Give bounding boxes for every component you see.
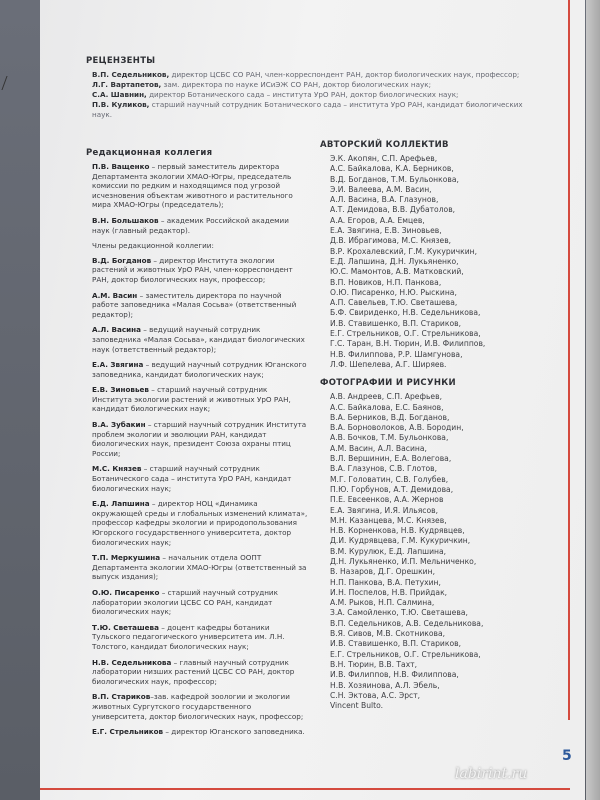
editorial-entry: Т.Ю. Светашева – доцент кафедры ботаники Тульского педагогического университета им. Л.Н. Толстого, кандидат биологических наук;	[92, 622, 285, 651]
reviewer-line: С.А. Шавнин, директор Ботанического сада – института УрО РАН, доктор биологических наук;	[92, 90, 459, 99]
credit-line: А.Т. Демидова, В.В. Дубатолов,	[330, 205, 456, 215]
credits-column	[320, 140, 556, 719]
credit-line: А.С. Байкалова, Е.С. Баянов,	[330, 402, 444, 412]
red-border-right	[568, 0, 570, 720]
credit-line: В.Я. Сивов, М.В. Скотникова,	[330, 629, 446, 639]
credit-line: Н.В. Корненкова, Н.В. Кудрявцев,	[330, 526, 465, 536]
editorial-entry: Т.П. Меркушина – начальник отдела ООПТ Департамента экологии ХМАО-Югры (ответственный за выпуск издания);	[92, 553, 307, 582]
page-number: 5	[562, 748, 572, 764]
editorial-entry: Е.В. Зиновьев – старший научный сотрудник Института экологии растений и животных УрО РАН, кандидат биологических наук;	[92, 385, 291, 414]
authors-list	[320, 154, 556, 370]
credit-line: Б.Ф. Свириденко, Н.В. Седельникова,	[330, 308, 481, 318]
credit-line: Е.А. Звягина, Е.В. Зиновьев,	[330, 226, 442, 236]
credit-line: Н.В. Филиппова, Р.Р. Шамгунова,	[330, 349, 463, 359]
page-edge	[586, 0, 600, 800]
reviewer-line: Л.Г. Вартапетов, зам. директора по науке ИСиЭЖ СО РАН, доктор биологических наук;	[92, 80, 432, 89]
editorial-entry: В.А. Зубакин – старший научный сотрудник Института проблем экологии и эволюции РАН, кандидат биологических наук, президент Союза охраны птиц России;	[92, 420, 307, 458]
credit-line: М.Н. Казанцева, М.С. Князев,	[330, 515, 447, 525]
editorial-column	[86, 148, 308, 743]
authors-heading: АВТОРСКИЙ КОЛЛЕКТИВ	[320, 140, 449, 150]
credit-line: В.Д. Богданов, Т.М. Бульонкова,	[330, 174, 459, 184]
credit-line: В.М. Курулюк, Е.Д. Лапшина,	[330, 546, 447, 556]
credit-line: Ю.С. Мамонтов, А.В. Матковский,	[330, 267, 464, 277]
reviewers-section	[86, 56, 556, 120]
credit-line: Е.Г. Стрельников, О.Г. Стрельникова,	[330, 649, 481, 659]
editorial-entry: М.С. Князев – старший научный сотрудник Ботанического сада – института УрО РАН, кандидат биологических наук;	[92, 464, 292, 493]
credit-line: В.А. Берников, В.Д. Богданов,	[330, 412, 450, 422]
credit-line: В.Л. Вершинин, Е.А. Волегова,	[330, 454, 452, 464]
credit-line: Е.Д. Лапшина, Д.Н. Лукьяненко,	[330, 256, 459, 266]
credit-line: В.П. Новиков, Н.П. Панкова,	[330, 277, 442, 287]
editorial-entry: О.Ю. Писаренко – старший научный сотрудник лаборатории экологии ЦСБС СО РАН, кандидат биологических наук;	[92, 587, 278, 617]
credit-line: Vincent Bulto.	[330, 701, 384, 711]
watermark-text: labirint.ru	[455, 766, 528, 782]
credit-line: И.В. Филиппов, Н.В. Филиппова,	[330, 670, 459, 680]
credit-line: Д.В. Ибрагимова, М.С. Князев,	[330, 236, 452, 246]
editorial-entry: Е.Д. Лапшина – директор НОЦ «Динамика окружающей среды и глобальных изменений климата», профессор кафедры экологии и природопользования Югорского государственного университета, доктор биологических наук;	[92, 499, 308, 547]
red-border-bottom	[40, 788, 570, 790]
credit-line: И.В. Ставишенко, В.П. Стариков,	[330, 639, 461, 649]
credit-line: А.М. Рыков, Н.П. Салмина,	[330, 598, 435, 608]
credit-line: Е.Г. Стрельников, О.Г. Стрельникова,	[330, 329, 481, 339]
editorial-entry: Е.А. Звягина – ведущий научный сотрудник Юганского заповедника, кандидат биологических наук;	[92, 360, 307, 379]
photos-list	[320, 392, 556, 711]
credit-line: Э.К. Акопян, С.П. Арефьев,	[330, 154, 438, 163]
credit-line: Е.А. Звягина, И.Я. Ильясов,	[330, 505, 439, 515]
credit-line: А.В. Андреев, С.П. Арефьев,	[330, 392, 442, 402]
credit-line: Н.П. Панкова, В.А. Петухин,	[330, 577, 441, 587]
credit-line: О.Ю. Писаренко, Н.Ю. Рыскина,	[330, 287, 457, 297]
credit-line: П.Е. Евсеенков, А.А. Жернов	[330, 495, 444, 505]
credit-line: А.Л. Васина, В.А. Глазунов,	[330, 195, 439, 205]
credit-line: З.А. Самойленко, Т.Ю. Светашева,	[330, 608, 468, 618]
page-content	[86, 56, 556, 776]
editorial-entry: Н.В. Седельникова – главный научный сотрудник лаборатории низших растений ЦСБС СО РАН, доктор биологических наук, профессор;	[92, 657, 295, 686]
credit-line: Д.И. Кудрявцева, Г.М. Кукуричкин,	[330, 536, 471, 546]
credit-line: В.А. Борноволоков, А.В. Бородин,	[330, 423, 464, 433]
members-label: Члены редакционной коллегии:	[92, 241, 214, 251]
editorial-entry: В.П. Стариков–зав. кафедрой зоологии и экологии животных Сургутского государственного университета, доктор биологических наук, профессор;	[92, 692, 304, 721]
credit-line: А.В. Бочков, Т.М. Бульонкова,	[330, 433, 449, 443]
editorial-entry: В.Н. Большаков – академик Российской академии наук (главный редактор).	[92, 215, 289, 235]
credit-line: Н.В. Хозяинова, А.Л. Эбель,	[330, 680, 440, 690]
reviewer-line: П.В. Куликов, старший научный сотрудник Ботанического сада – института УрО РАН, кандидат биологических наук.	[92, 100, 523, 119]
credit-line: И.Н. Поспелов, Н.В. Прийдак,	[330, 587, 448, 597]
credit-line: А.С. Байкалова, К.А. Берников,	[330, 164, 454, 174]
credit-line: В.Н. Тюрин, В.В. Тахт,	[330, 659, 418, 669]
credit-line: Д.Н. Лукьяненко, И.П. Мельниченко,	[330, 556, 477, 566]
credit-line: В.А. Глазунов, С.В. Глотов,	[330, 464, 438, 474]
credit-line: А.М. Васин, А.Л. Васина,	[330, 443, 427, 453]
editorial-entry: В.Д. Богданов – директор Института экологии растений и животных УрО РАН, член-корреспондент РАН, доктор биологических наук, профессор;	[92, 255, 293, 284]
credit-line: Г.С. Таран, В.Н. Тюрин, И.В. Филиппов,	[330, 339, 486, 349]
credit-line: А.П. Савельев, Т.Ю. Светашева,	[330, 298, 458, 308]
credit-line: В. Назаров, Д.Г. Орешкин,	[330, 567, 435, 577]
credit-line: Э.И. Валеева, А.М. Васин,	[330, 184, 432, 194]
editorial-entry: Е.Г. Стрельников – директор Юганского заповедника.	[92, 727, 305, 737]
credit-line: В.Р. Крохалевский, Г.М. Кукуричкин,	[330, 246, 478, 256]
credit-line: А.А. Егоров, А.А. Емцев,	[330, 215, 425, 225]
editorial-entry: А.М. Васин – заместитель директора по научной работе заповедника «Малая Сосьва» (ответственный редактор);	[92, 290, 297, 319]
credit-line: П.Ю. Горбунов, А.Т. Демидова,	[330, 484, 454, 494]
reviewers-heading: РЕЦЕНЗЕНТЫ	[86, 56, 156, 66]
photos-heading: ФОТОГРАФИИ И РИСУНКИ	[320, 378, 456, 389]
credit-line: В.П. Седельников, А.В. Седельникова,	[330, 618, 484, 628]
credit-line: М.Г. Головатин, С.В. Голубев,	[330, 474, 449, 484]
credit-line: Л.Ф. Шепелева, А.Г. Ширяев.	[330, 359, 447, 369]
editorial-entry: П.В. Ващенко – первый заместитель директора Департамента экологии ХМАО-Югры, председатель комиссии по редким и находящимся под угрозой исчезновения объектам животного и растительного мира ХМАО-Югры (председатель);	[92, 162, 293, 210]
reviewer-line: В.П. Седельников, директор ЦСБС СО РАН, член-корреспондент РАН, доктор биологических наук, профессор;	[92, 70, 520, 79]
editorial-heading: Редакционная коллегия	[86, 148, 213, 158]
credit-line: С.Н. Эктова, А.С. Эрст,	[330, 690, 421, 700]
credit-line: И.В. Ставишенко, В.П. Стариков,	[330, 318, 461, 328]
editorial-entry: А.Л. Васина – ведущий научный сотрудник заповедника «Малая Сосьва», кандидат биологических наук (ответственный редактор);	[92, 325, 305, 354]
